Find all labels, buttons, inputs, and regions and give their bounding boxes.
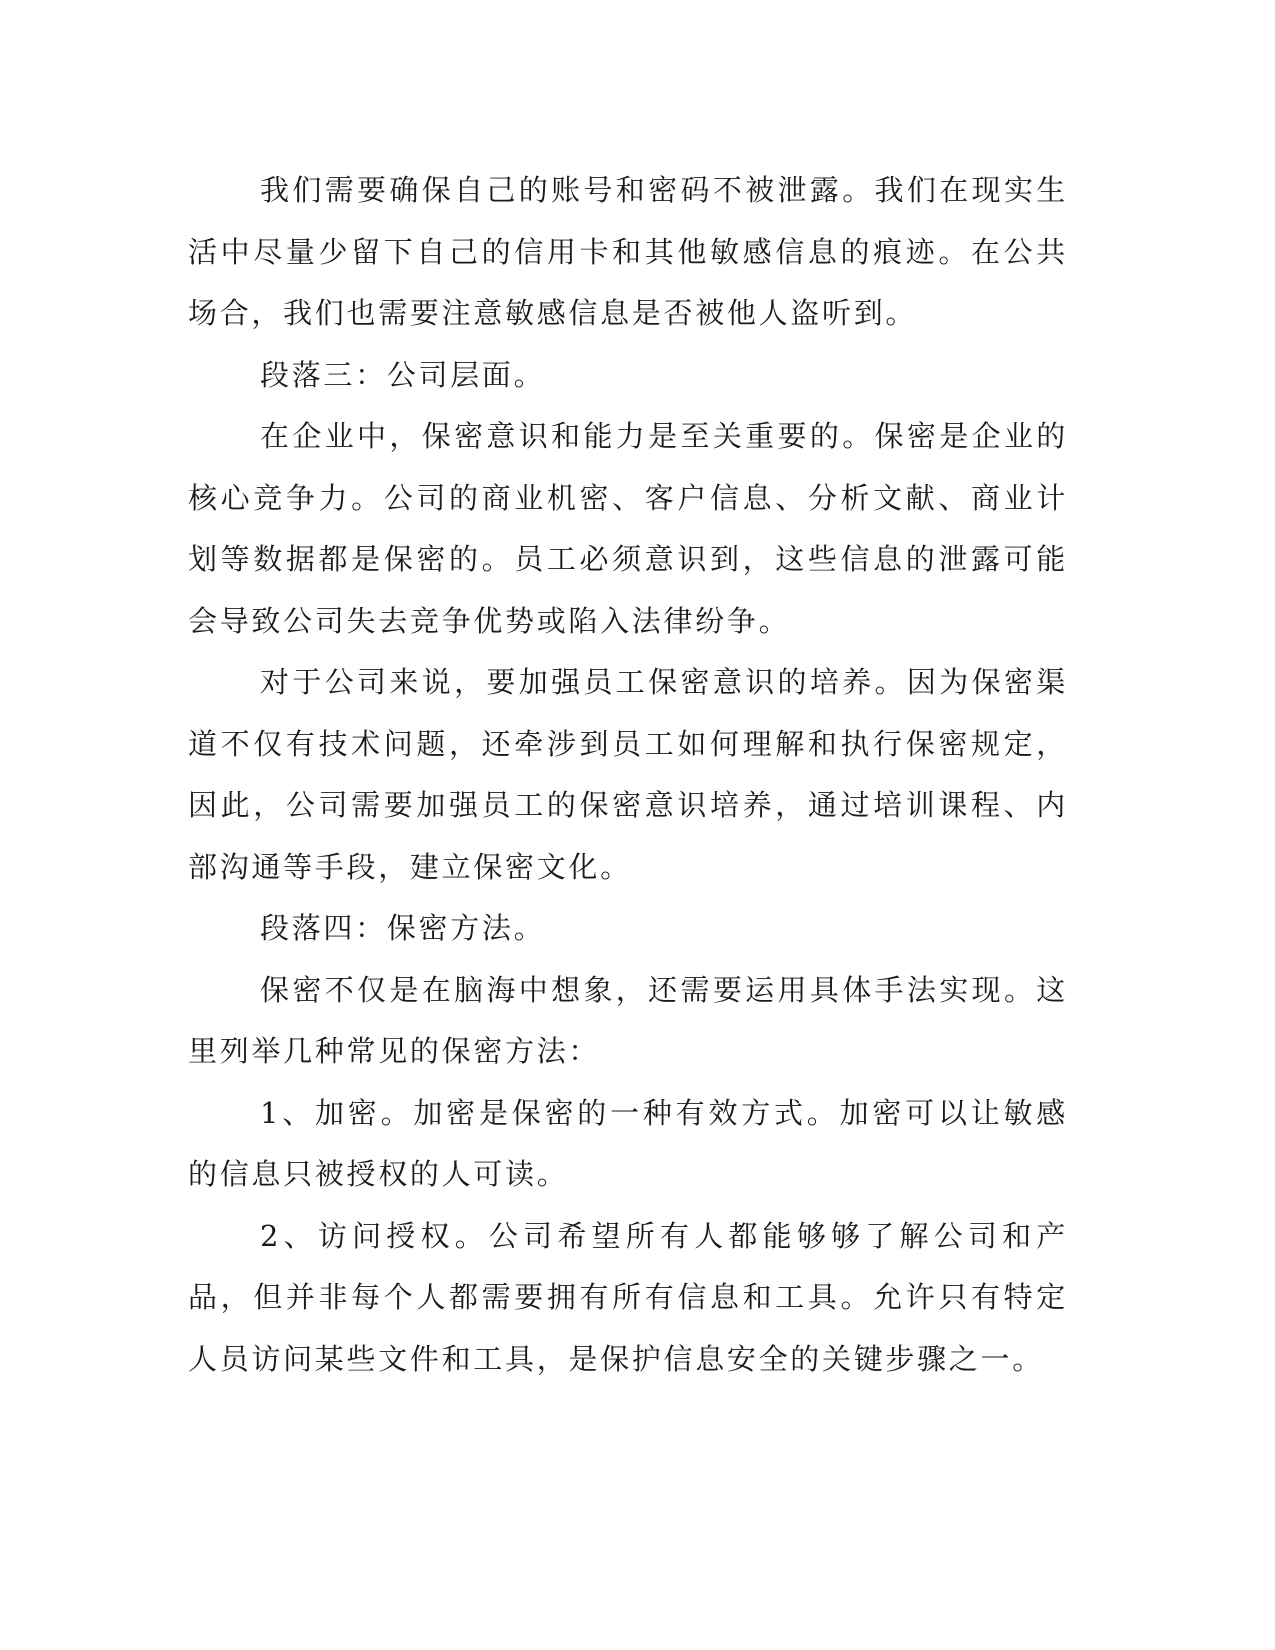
list-item-encryption: 1、加密。加密是保密的一种有效方式。加密可以让敏感的信息只被授权的人可读。	[188, 1095, 1068, 1191]
paragraph-employee-training: 对于公司来说，要加强员工保密意识的培养。因为保密渠道不仅有技术问题，还牵涉到员工如何理解和执行保密规定，因此，公司需要加强员工的保密意识培养，通过培训课程、内部沟通等手段，建立保密文化。	[188, 665, 1068, 884]
heading-confidentiality-methods: 段落四：保密方法。	[260, 911, 546, 945]
paragraph-account-security: 我们需要确保自己的账号和密码不被泄露。我们在现实生活中尽量少留下自己的信用卡和其他敏感信息的痕迹。在公共场合，我们也需要注意敏感信息是否被他人盗听到。	[188, 173, 1068, 330]
paragraph-methods-intro: 保密不仅是在脑海中想象，还需要运用具体手法实现。这里列举几种常见的保密方法：	[188, 972, 1068, 1068]
list-item-access-authorization: 2、访问授权。公司希望所有人都能够够了解公司和产品，但并非每个人都需要拥有所有信息和工具。允许只有特定人员访问某些文件和工具，是保护信息安全的关键步骤之一。	[188, 1218, 1068, 1376]
body-text	[188, 160, 1068, 1390]
heading-company-level: 段落三：公司层面。	[260, 357, 546, 392]
paragraph-enterprise-confidentiality: 在企业中，保密意识和能力是至关重要的。保密是企业的核心竞争力。公司的商业机密、客户信息、分析文献、商业计划等数据都是保密的。员工必须意识到，这些信息的泄露可能会导致公司失去竞争优势或陷入法律纷争。	[188, 419, 1068, 638]
